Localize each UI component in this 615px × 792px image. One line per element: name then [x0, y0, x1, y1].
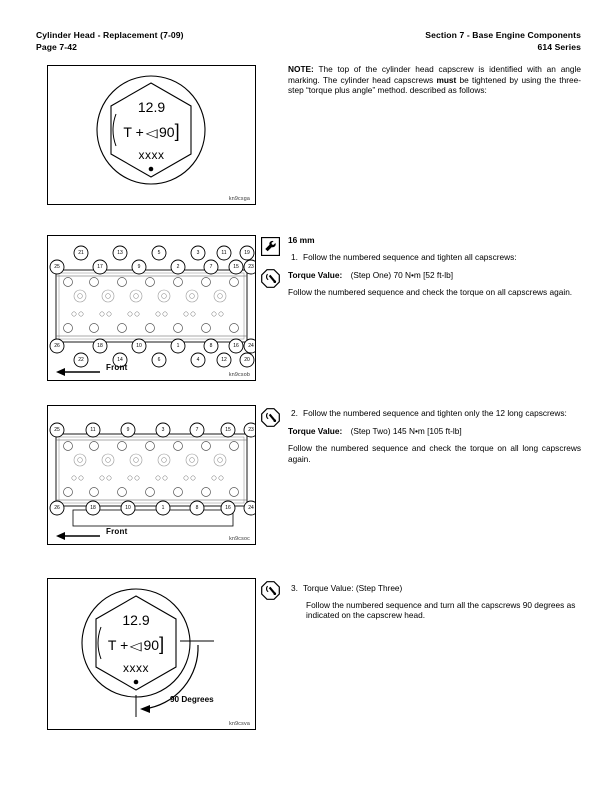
svg-text:26: 26	[54, 505, 60, 511]
svg-text:12: 12	[221, 357, 227, 363]
svg-text:3: 3	[196, 250, 200, 256]
front-arrow-icon	[56, 532, 100, 540]
figure-code: kn9csga	[228, 196, 250, 202]
figure-capscrew-head-top	[47, 65, 256, 205]
step-1-torque-value: (Step One) 70 N•m [52 ft-lb]	[350, 269, 454, 280]
svg-text:7: 7	[209, 264, 213, 270]
svg-text:1: 1	[161, 505, 165, 511]
step-3-instruction-row	[288, 583, 581, 594]
svg-text:22: 22	[78, 357, 84, 363]
step-2-block	[288, 408, 581, 464]
svg-text:8: 8	[209, 343, 213, 349]
series-label: 614 Series	[537, 41, 581, 52]
capscrew-head-drawing	[48, 66, 255, 204]
figure-code: kn9csva	[229, 721, 250, 727]
svg-text:16: 16	[233, 343, 239, 349]
svg-text:24: 24	[248, 505, 254, 511]
svg-text:15: 15	[225, 427, 231, 433]
step-2-torque-value: (Step Two) 145 N•m [105 ft-lb]	[350, 425, 462, 436]
svg-text:20: 20	[244, 357, 250, 363]
svg-text:25: 25	[54, 264, 60, 270]
capscrew-marking-prefix: T +	[123, 124, 144, 140]
step-2-number: 2.	[291, 408, 298, 418]
capscrew-index-dot	[134, 680, 139, 685]
svg-text:17: 17	[97, 264, 103, 270]
svg-text:13: 13	[117, 250, 123, 256]
svg-text:19: 19	[244, 250, 250, 256]
svg-text:11: 11	[90, 427, 96, 433]
step-1-followup: Follow the numbered sequence and check the torque on all capscrews again.	[288, 287, 573, 298]
figure-code: kn9csoc	[229, 536, 250, 542]
step-1-torque-label: Torque Value:	[288, 269, 343, 280]
step-3-instruction: Torque Value: (Step Three)	[303, 583, 403, 593]
header-title: Cylinder Head - Replacement (7-09)	[36, 30, 184, 40]
svg-text:21: 21	[78, 250, 84, 256]
step-2-torque-label: Torque Value:	[288, 425, 343, 436]
svg-text:9: 9	[137, 264, 141, 270]
svg-text:10: 10	[136, 343, 142, 349]
torque-wrench-icon	[261, 408, 280, 427]
page-header	[36, 30, 581, 53]
front-arrow-icon	[56, 368, 100, 376]
figure-capscrew-head-bottom	[47, 578, 256, 730]
marking-left-arc	[98, 627, 101, 659]
capscrew-part-code: xxxx	[138, 148, 165, 162]
svg-text:15: 15	[233, 264, 239, 270]
svg-text:16: 16	[225, 505, 231, 511]
degrees-label: 90 Degrees	[170, 695, 214, 704]
step-3-followup: Follow the numbered sequence and turn all the capscrews 90 degrees as indicated on the capscrew head.	[306, 599, 576, 621]
svg-text:8: 8	[195, 505, 199, 511]
capscrew-bracket: ]	[174, 121, 180, 141]
svg-text:4: 4	[196, 357, 200, 363]
figure-head-sequence-step2	[47, 405, 256, 545]
step-2-instruction: Follow the numbered sequence and tighten only the 12 long capscrews:	[303, 408, 567, 418]
note-block	[288, 64, 581, 96]
svg-text:18: 18	[90, 505, 96, 511]
step-2-followup: Follow the numbered sequence and check the torque on all long capscrews again.	[288, 443, 581, 464]
capscrew-grade: 12.9	[122, 612, 150, 628]
step-2-instruction-row	[288, 408, 581, 419]
capscrew-index-dot	[149, 167, 154, 172]
capscrew-hexagon	[111, 83, 191, 177]
step-3-number: 3.	[291, 583, 298, 593]
torque-wrench-icon	[261, 269, 280, 288]
svg-text:14: 14	[117, 357, 123, 363]
marking-left-arc	[113, 114, 116, 146]
header-left	[36, 30, 184, 53]
svg-text:7: 7	[195, 427, 199, 433]
wrench-icon	[261, 237, 280, 256]
page-number: Page 7-42	[36, 41, 78, 52]
note-emphasis: must	[436, 74, 457, 85]
svg-text:1: 1	[176, 343, 180, 349]
step-2-torque-row	[288, 426, 581, 437]
svg-text:23: 23	[248, 264, 254, 270]
section-title: Section 7 - Base Engine Components	[425, 30, 581, 40]
angle-symbol-icon: ◁	[145, 126, 158, 140]
svg-text:26: 26	[54, 343, 60, 349]
svg-text:23: 23	[248, 427, 254, 433]
svg-text:25: 25	[54, 427, 60, 433]
torque-wrench-icon	[261, 581, 280, 600]
step-3-block	[288, 583, 581, 621]
capscrew-angle-drawing	[48, 579, 255, 729]
svg-text:24: 24	[248, 343, 254, 349]
capscrew-bracket: ]	[159, 634, 165, 654]
svg-text:18: 18	[97, 343, 103, 349]
capscrew-hexagon	[96, 596, 176, 690]
step-1-instruction-row	[288, 252, 581, 263]
svg-text:10: 10	[125, 505, 131, 511]
header-right	[425, 30, 581, 53]
tool-size-label: 16 mm	[288, 235, 315, 245]
step-1-number: 1.	[291, 252, 298, 262]
figure-head-sequence-step1	[47, 235, 256, 381]
svg-text:3: 3	[161, 427, 165, 433]
step-1-torque-row	[288, 270, 581, 281]
cylinder-head-diagram-2	[48, 406, 255, 544]
note-text-1: The top of the cylinder head capscrew is identified with an angle marking. The cylinder head capscrews	[288, 64, 581, 85]
capscrew-angle-value: 90	[143, 637, 160, 653]
step-1-block	[288, 235, 581, 298]
front-label-1: Front	[106, 363, 128, 372]
angle-symbol-icon: ◁	[129, 639, 142, 653]
capscrew-part-code: xxxx	[123, 661, 149, 675]
cylinder-head-diagram-1	[48, 236, 255, 380]
note-label: NOTE:	[288, 64, 314, 74]
capscrew-angle-value: 90	[159, 124, 175, 140]
svg-text:2: 2	[176, 264, 180, 270]
step-1-instruction: Follow the numbered sequence and tighten all capscrews:	[303, 252, 517, 262]
svg-text:9: 9	[126, 427, 130, 433]
svg-text:11: 11	[221, 250, 227, 256]
capscrew-grade: 12.9	[137, 99, 166, 115]
angle-annotation	[136, 641, 214, 717]
svg-text:5: 5	[157, 250, 161, 256]
figure-code: kn9csob	[228, 372, 250, 378]
note-text-2: be tightened by using the three-step “torque plus angle” method. described as follows:	[288, 74, 581, 96]
front-label-2: Front	[106, 527, 128, 536]
capscrew-marking-prefix: T +	[107, 637, 129, 653]
svg-text:6: 6	[157, 357, 161, 363]
